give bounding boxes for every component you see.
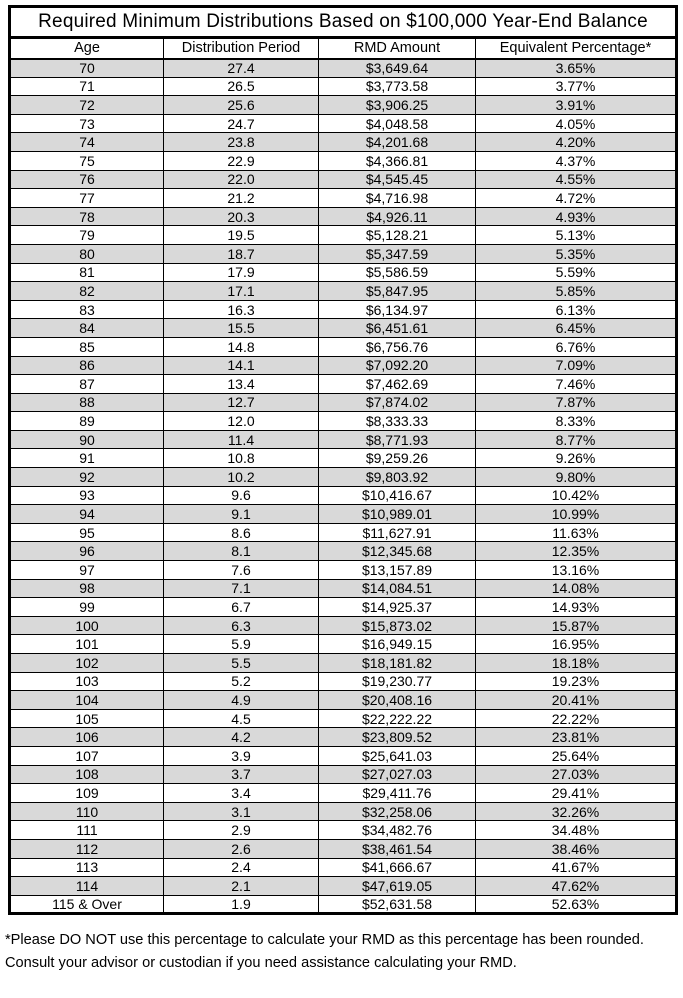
rmd-amount-cell: $47,619.05 — [319, 877, 476, 896]
table-row — [10, 151, 677, 170]
distribution-period-cell: 2.6 — [164, 839, 319, 858]
rmd-amount-cell: $16,949.15 — [319, 635, 476, 654]
rmd-amount-cell: $9,259.26 — [319, 449, 476, 468]
table-row — [10, 263, 677, 282]
age-cell: 112 — [10, 839, 164, 858]
distribution-period-cell: 2.4 — [164, 858, 319, 877]
distribution-period-cell: 7.1 — [164, 579, 319, 598]
age-cell: 70 — [10, 59, 164, 78]
age-cell: 95 — [10, 523, 164, 542]
distribution-period-cell: 12.0 — [164, 412, 319, 431]
equivalent-percentage-cell: 9.26% — [476, 449, 677, 468]
column-header-rmd-amount: RMD Amount — [319, 38, 476, 59]
age-cell: 73 — [10, 114, 164, 133]
age-cell: 104 — [10, 691, 164, 710]
rmd-amount-cell: $13,157.89 — [319, 561, 476, 580]
table-row — [10, 709, 677, 728]
equivalent-percentage-cell: 4.37% — [476, 151, 677, 170]
rmd-amount-cell: $5,847.95 — [319, 282, 476, 301]
rmd-amount-cell: $5,586.59 — [319, 263, 476, 282]
distribution-period-cell: 5.5 — [164, 654, 319, 673]
age-cell: 88 — [10, 393, 164, 412]
table-row — [10, 877, 677, 896]
rmd-amount-cell: $41,666.67 — [319, 858, 476, 877]
rmd-amount-cell: $15,873.02 — [319, 616, 476, 635]
rmd-amount-cell: $7,462.69 — [319, 375, 476, 394]
age-cell: 111 — [10, 821, 164, 840]
table-body — [10, 59, 677, 914]
equivalent-percentage-cell: 16.95% — [476, 635, 677, 654]
table-row — [10, 635, 677, 654]
age-cell: 87 — [10, 375, 164, 394]
table-row — [10, 468, 677, 487]
age-cell: 78 — [10, 207, 164, 226]
rmd-amount-cell: $19,230.77 — [319, 672, 476, 691]
age-cell: 105 — [10, 709, 164, 728]
distribution-period-cell: 8.1 — [164, 542, 319, 561]
distribution-period-cell: 4.9 — [164, 691, 319, 710]
rmd-amount-cell: $3,906.25 — [319, 96, 476, 115]
distribution-period-cell: 27.4 — [164, 59, 319, 78]
equivalent-percentage-cell: 20.41% — [476, 691, 677, 710]
table-row — [10, 170, 677, 189]
age-cell: 81 — [10, 263, 164, 282]
distribution-period-cell: 22.0 — [164, 170, 319, 189]
rmd-amount-cell: $4,716.98 — [319, 189, 476, 208]
table-header-row — [10, 38, 677, 59]
distribution-period-cell: 23.8 — [164, 133, 319, 152]
distribution-period-cell: 10.8 — [164, 449, 319, 468]
equivalent-percentage-cell: 25.64% — [476, 746, 677, 765]
rmd-amount-cell: $6,134.97 — [319, 300, 476, 319]
table-row — [10, 430, 677, 449]
distribution-period-cell: 17.1 — [164, 282, 319, 301]
equivalent-percentage-cell: 8.33% — [476, 412, 677, 431]
distribution-period-cell: 1.9 — [164, 895, 319, 914]
rmd-amount-cell: $7,092.20 — [319, 356, 476, 375]
equivalent-percentage-cell: 23.81% — [476, 728, 677, 747]
rmd-amount-cell: $12,345.68 — [319, 542, 476, 561]
equivalent-percentage-cell: 41.67% — [476, 858, 677, 877]
age-cell: 110 — [10, 802, 164, 821]
table-row — [10, 282, 677, 301]
rmd-amount-cell: $6,451.61 — [319, 319, 476, 338]
rmd-amount-cell: $4,366.81 — [319, 151, 476, 170]
equivalent-percentage-cell: 10.42% — [476, 486, 677, 505]
rmd-amount-cell: $29,411.76 — [319, 784, 476, 803]
age-cell: 108 — [10, 765, 164, 784]
footnote: *Please DO NOT use this percentage to calculate your RMD as this percentage has been rounded. Consult your advisor or custodian if you need assistance calculating your RMD. — [5, 932, 644, 971]
table-row — [10, 561, 677, 580]
equivalent-percentage-cell: 14.93% — [476, 598, 677, 617]
distribution-period-cell: 3.4 — [164, 784, 319, 803]
age-cell: 72 — [10, 96, 164, 115]
distribution-period-cell: 6.7 — [164, 598, 319, 617]
rmd-amount-cell: $14,084.51 — [319, 579, 476, 598]
table-row — [10, 542, 677, 561]
distribution-period-cell: 18.7 — [164, 244, 319, 263]
age-cell: 84 — [10, 319, 164, 338]
rmd-amount-cell: $5,128.21 — [319, 226, 476, 245]
rmd-amount-cell: $32,258.06 — [319, 802, 476, 821]
equivalent-percentage-cell: 3.91% — [476, 96, 677, 115]
rmd-amount-cell: $14,925.37 — [319, 598, 476, 617]
rmd-amount-cell: $4,926.11 — [319, 207, 476, 226]
distribution-period-cell: 15.5 — [164, 319, 319, 338]
table-row — [10, 579, 677, 598]
rmd-amount-cell: $52,631.58 — [319, 895, 476, 914]
age-cell: 99 — [10, 598, 164, 617]
equivalent-percentage-cell: 6.76% — [476, 337, 677, 356]
table-title-row — [10, 7, 677, 38]
equivalent-percentage-cell: 4.93% — [476, 207, 677, 226]
age-cell: 92 — [10, 468, 164, 487]
equivalent-percentage-cell: 27.03% — [476, 765, 677, 784]
age-cell: 94 — [10, 505, 164, 524]
column-header-age: Age — [10, 38, 164, 59]
table-row — [10, 96, 677, 115]
age-cell: 82 — [10, 282, 164, 301]
equivalent-percentage-cell: 4.05% — [476, 114, 677, 133]
age-cell: 79 — [10, 226, 164, 245]
distribution-period-cell: 8.6 — [164, 523, 319, 542]
rmd-amount-cell: $38,461.54 — [319, 839, 476, 858]
rmd-amount-cell: $27,027.03 — [319, 765, 476, 784]
table-row — [10, 858, 677, 877]
rmd-amount-cell: $8,333.33 — [319, 412, 476, 431]
age-cell: 97 — [10, 561, 164, 580]
age-cell: 103 — [10, 672, 164, 691]
table-row — [10, 784, 677, 803]
equivalent-percentage-cell: 34.48% — [476, 821, 677, 840]
equivalent-percentage-cell: 9.80% — [476, 468, 677, 487]
table-row — [10, 300, 677, 319]
age-cell: 76 — [10, 170, 164, 189]
equivalent-percentage-cell: 18.18% — [476, 654, 677, 673]
age-cell: 90 — [10, 430, 164, 449]
equivalent-percentage-cell: 5.35% — [476, 244, 677, 263]
equivalent-percentage-cell: 3.77% — [476, 77, 677, 96]
table-row — [10, 616, 677, 635]
distribution-period-cell: 25.6 — [164, 96, 319, 115]
age-cell: 71 — [10, 77, 164, 96]
equivalent-percentage-cell: 3.65% — [476, 59, 677, 78]
distribution-period-cell: 22.9 — [164, 151, 319, 170]
equivalent-percentage-cell: 15.87% — [476, 616, 677, 635]
table-row — [10, 654, 677, 673]
table-row — [10, 691, 677, 710]
table-row — [10, 449, 677, 468]
rmd-amount-cell: $20,408.16 — [319, 691, 476, 710]
age-cell: 113 — [10, 858, 164, 877]
distribution-period-cell: 9.1 — [164, 505, 319, 524]
age-cell: 75 — [10, 151, 164, 170]
distribution-period-cell: 19.5 — [164, 226, 319, 245]
age-cell: 80 — [10, 244, 164, 263]
table-row — [10, 133, 677, 152]
rmd-amount-cell: $7,874.02 — [319, 393, 476, 412]
distribution-period-cell: 3.7 — [164, 765, 319, 784]
age-cell: 83 — [10, 300, 164, 319]
equivalent-percentage-cell: 38.46% — [476, 839, 677, 858]
distribution-period-cell: 4.2 — [164, 728, 319, 747]
distribution-period-cell: 9.6 — [164, 486, 319, 505]
age-cell: 100 — [10, 616, 164, 635]
equivalent-percentage-cell: 22.22% — [476, 709, 677, 728]
equivalent-percentage-cell: 32.26% — [476, 802, 677, 821]
column-header-distribution-period: Distribution Period — [164, 38, 319, 59]
rmd-amount-cell: $10,416.67 — [319, 486, 476, 505]
table-row — [10, 802, 677, 821]
rmd-amount-cell: $22,222.22 — [319, 709, 476, 728]
age-cell: 106 — [10, 728, 164, 747]
rmd-amount-cell: $34,482.76 — [319, 821, 476, 840]
rmd-amount-cell: $4,201.68 — [319, 133, 476, 152]
distribution-period-cell: 14.1 — [164, 356, 319, 375]
column-header-equivalent-percentage: Equivalent Percentage* — [476, 38, 677, 59]
table-row — [10, 77, 677, 96]
rmd-amount-cell: $18,181.82 — [319, 654, 476, 673]
equivalent-percentage-cell: 52.63% — [476, 895, 677, 914]
distribution-period-cell: 17.9 — [164, 263, 319, 282]
age-cell: 102 — [10, 654, 164, 673]
distribution-period-cell: 2.1 — [164, 877, 319, 896]
rmd-amount-cell: $10,989.01 — [319, 505, 476, 524]
equivalent-percentage-cell: 12.35% — [476, 542, 677, 561]
rmd-amount-cell: $4,048.58 — [319, 114, 476, 133]
rmd-amount-cell: $4,545.45 — [319, 170, 476, 189]
equivalent-percentage-cell: 47.62% — [476, 877, 677, 896]
age-cell: 109 — [10, 784, 164, 803]
equivalent-percentage-cell: 13.16% — [476, 561, 677, 580]
table-row — [10, 189, 677, 208]
equivalent-percentage-cell: 6.13% — [476, 300, 677, 319]
table-row — [10, 226, 677, 245]
rmd-amount-cell: $23,809.52 — [319, 728, 476, 747]
equivalent-percentage-cell: 4.55% — [476, 170, 677, 189]
distribution-period-cell: 7.6 — [164, 561, 319, 580]
equivalent-percentage-cell: 19.23% — [476, 672, 677, 691]
distribution-period-cell: 10.2 — [164, 468, 319, 487]
table-row — [10, 319, 677, 338]
table-row — [10, 523, 677, 542]
age-cell: 115 & Over — [10, 895, 164, 914]
rmd-amount-cell: $3,773.58 — [319, 77, 476, 96]
distribution-period-cell: 24.7 — [164, 114, 319, 133]
distribution-period-cell: 21.2 — [164, 189, 319, 208]
distribution-period-cell: 5.2 — [164, 672, 319, 691]
distribution-period-cell: 3.1 — [164, 802, 319, 821]
equivalent-percentage-cell: 6.45% — [476, 319, 677, 338]
age-cell: 114 — [10, 877, 164, 896]
age-cell: 89 — [10, 412, 164, 431]
equivalent-percentage-cell: 5.59% — [476, 263, 677, 282]
table-row — [10, 505, 677, 524]
table-row — [10, 821, 677, 840]
rmd-amount-cell: $8,771.93 — [319, 430, 476, 449]
distribution-period-cell: 12.7 — [164, 393, 319, 412]
table-row — [10, 337, 677, 356]
distribution-period-cell: 16.3 — [164, 300, 319, 319]
table-row — [10, 839, 677, 858]
age-cell: 98 — [10, 579, 164, 598]
age-cell: 96 — [10, 542, 164, 561]
distribution-period-cell: 6.3 — [164, 616, 319, 635]
equivalent-percentage-cell: 29.41% — [476, 784, 677, 803]
table-row — [10, 59, 677, 78]
equivalent-percentage-cell: 14.08% — [476, 579, 677, 598]
distribution-period-cell: 26.5 — [164, 77, 319, 96]
age-cell: 86 — [10, 356, 164, 375]
rmd-amount-cell: $11,627.91 — [319, 523, 476, 542]
distribution-period-cell: 3.9 — [164, 746, 319, 765]
table-row — [10, 412, 677, 431]
table-row — [10, 114, 677, 133]
table-row — [10, 598, 677, 617]
distribution-period-cell: 4.5 — [164, 709, 319, 728]
rmd-table — [8, 5, 678, 915]
table-row — [10, 746, 677, 765]
rmd-amount-cell: $5,347.59 — [319, 244, 476, 263]
age-cell: 74 — [10, 133, 164, 152]
age-cell: 77 — [10, 189, 164, 208]
equivalent-percentage-cell: 7.87% — [476, 393, 677, 412]
table-row — [10, 895, 677, 914]
age-cell: 101 — [10, 635, 164, 654]
age-cell: 93 — [10, 486, 164, 505]
distribution-period-cell: 20.3 — [164, 207, 319, 226]
table-row — [10, 393, 677, 412]
equivalent-percentage-cell: 10.99% — [476, 505, 677, 524]
distribution-period-cell: 14.8 — [164, 337, 319, 356]
equivalent-percentage-cell: 11.63% — [476, 523, 677, 542]
equivalent-percentage-cell: 4.20% — [476, 133, 677, 152]
rmd-amount-cell: $9,803.92 — [319, 468, 476, 487]
equivalent-percentage-cell: 4.72% — [476, 189, 677, 208]
distribution-period-cell: 2.9 — [164, 821, 319, 840]
equivalent-percentage-cell: 7.09% — [476, 356, 677, 375]
table-row — [10, 672, 677, 691]
age-cell: 85 — [10, 337, 164, 356]
rmd-amount-cell: $3,649.64 — [319, 59, 476, 78]
equivalent-percentage-cell: 5.13% — [476, 226, 677, 245]
equivalent-percentage-cell: 8.77% — [476, 430, 677, 449]
distribution-period-cell: 11.4 — [164, 430, 319, 449]
table-row — [10, 486, 677, 505]
distribution-period-cell: 5.9 — [164, 635, 319, 654]
table-row — [10, 728, 677, 747]
table-row — [10, 356, 677, 375]
rmd-amount-cell: $25,641.03 — [319, 746, 476, 765]
table-row — [10, 244, 677, 263]
table-row — [10, 765, 677, 784]
table-row — [10, 207, 677, 226]
table-row — [10, 375, 677, 394]
table-title: Required Minimum Distributions Based on $100,000 Year-End Balance — [10, 7, 677, 38]
equivalent-percentage-cell: 5.85% — [476, 282, 677, 301]
age-cell: 107 — [10, 746, 164, 765]
equivalent-percentage-cell: 7.46% — [476, 375, 677, 394]
age-cell: 91 — [10, 449, 164, 468]
rmd-amount-cell: $6,756.76 — [319, 337, 476, 356]
distribution-period-cell: 13.4 — [164, 375, 319, 394]
